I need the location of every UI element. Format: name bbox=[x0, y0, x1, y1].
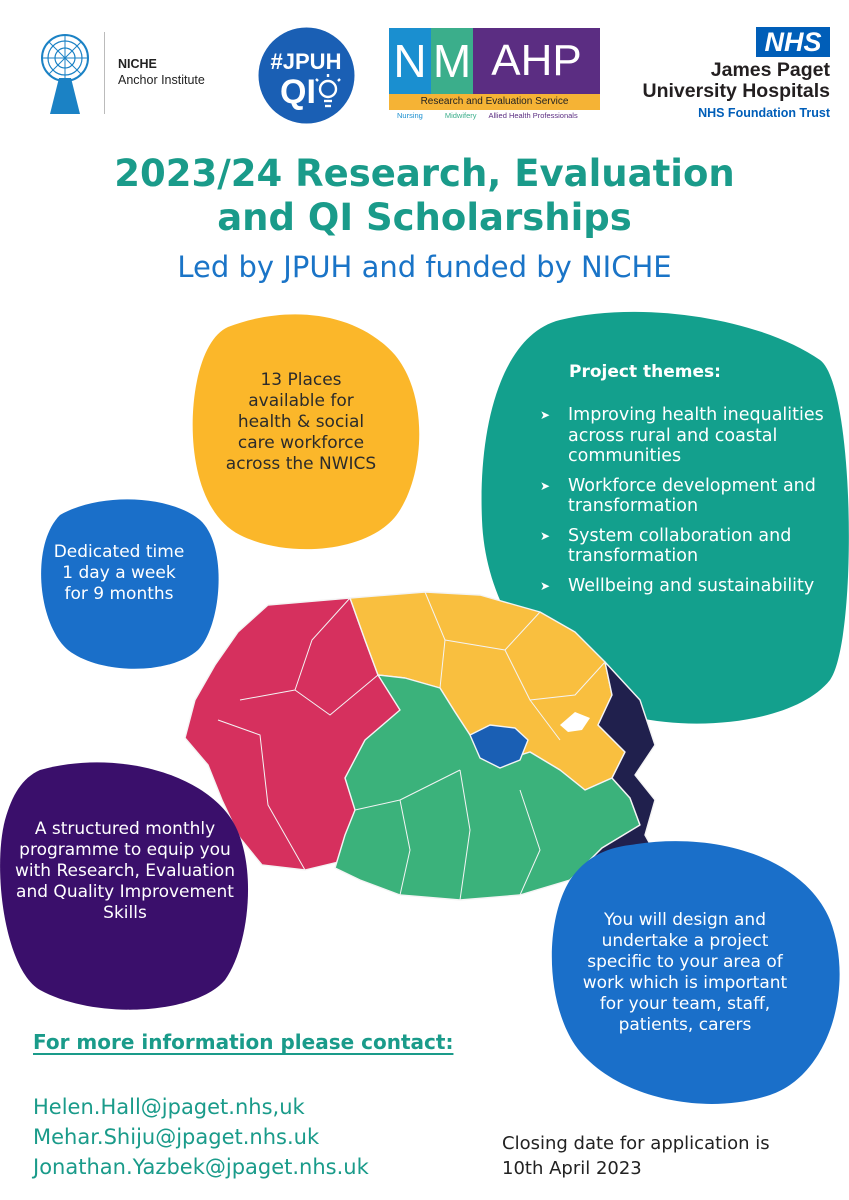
nhs-name-line2: University Hospitals bbox=[642, 80, 830, 102]
nmahp-ahps: Allied Health Professionals bbox=[488, 111, 578, 120]
jpuh-qi-main: QI bbox=[280, 73, 316, 111]
nhs-badge: NHS bbox=[756, 27, 830, 57]
nmahp-nursing: Nursing bbox=[397, 111, 423, 120]
closing-line1: Closing date for application is bbox=[502, 1133, 770, 1154]
niche-tagline: Anchor Institute bbox=[118, 73, 205, 87]
dedicated-time-text: Dedicated time 1 day a week for 9 months bbox=[53, 542, 185, 604]
closing-date bbox=[502, 1131, 770, 1181]
jpuh-qi-tag: #JPUH bbox=[270, 49, 342, 74]
nmahp-m: M bbox=[431, 28, 473, 94]
title-line1: 2023/24 Research, Evaluation bbox=[114, 152, 735, 195]
niche-name: NICHE bbox=[118, 57, 157, 71]
nmahp-n: N bbox=[389, 28, 431, 94]
title-line2: and QI Scholarships bbox=[217, 196, 632, 239]
nmahp-ahp: AHP bbox=[473, 28, 600, 94]
themes-heading: Project themes: bbox=[569, 362, 721, 382]
email-link-jonathan[interactable]: Jonathan.Yazbek@jpaget.nhs.uk bbox=[33, 1155, 369, 1179]
page-subtitle: Led by JPUH and funded by NICHE bbox=[177, 250, 672, 284]
nhs-name-line1: James Paget bbox=[710, 59, 830, 81]
theme-item: ➤ Workforce development and transformation bbox=[540, 476, 840, 517]
email-link-helen[interactable]: Helen.Hall@jpaget.nhs,uk bbox=[33, 1095, 305, 1119]
theme-item: ➤ Improving health inequalities across rural and coastal communities bbox=[540, 405, 840, 467]
themes-list bbox=[540, 405, 840, 605]
nmahp-service-label: Research and Evaluation Service bbox=[389, 94, 600, 110]
theme-item: ➤ Wellbeing and sustainability bbox=[540, 576, 840, 597]
places-text: 13 Places available for health & social care workforce across the NWICS bbox=[225, 370, 377, 474]
nhs-foundation-trust: NHS Foundation Trust bbox=[698, 106, 830, 120]
design-project-text: You will design and undertake a project specific to your area of work which is important for your team, staff, patients, carers bbox=[582, 910, 788, 1035]
email-link-mehar[interactable]: Mehar.Shiju@jpaget.nhs.uk bbox=[33, 1125, 320, 1149]
structured-programme-text: A structured monthly programme to equip you with Research, Evaluation and Quality Improvement Skills bbox=[15, 819, 235, 923]
closing-line2: 10th April 2023 bbox=[502, 1158, 642, 1179]
contact-heading: For more information please contact: bbox=[33, 1030, 454, 1054]
nmahp-midwifery: Midwifery bbox=[444, 111, 477, 120]
contact-emails bbox=[33, 1092, 369, 1182]
theme-item: ➤ System collaboration and transformation bbox=[540, 526, 840, 567]
